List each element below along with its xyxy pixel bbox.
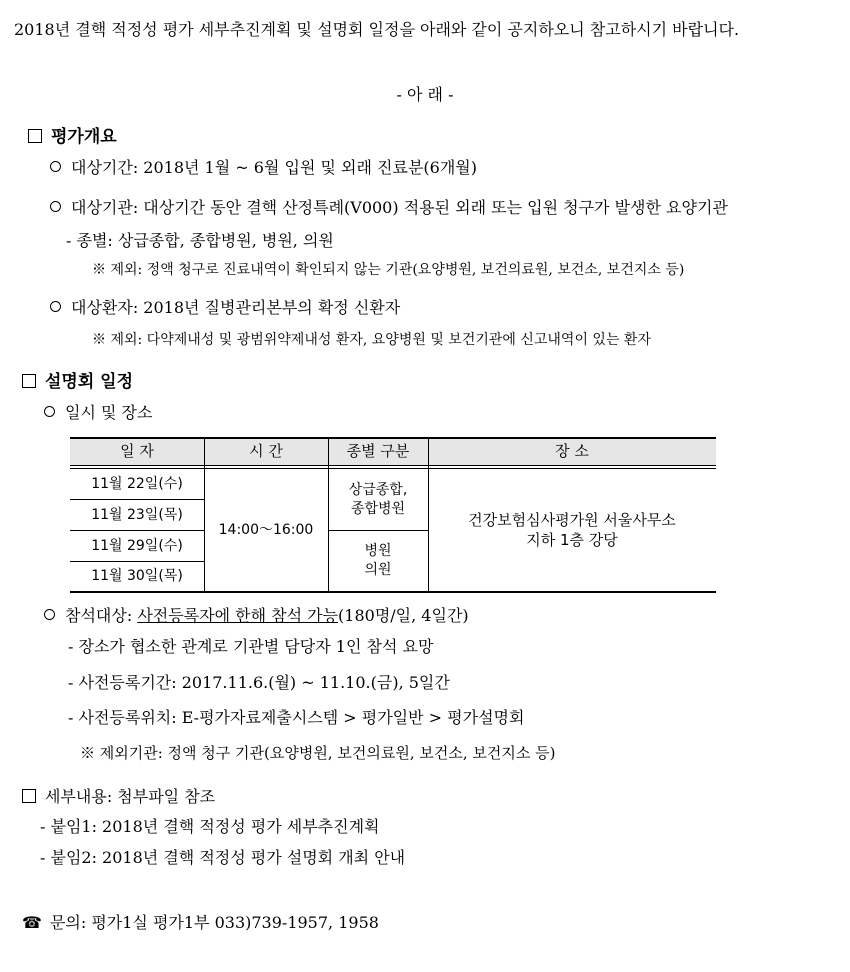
excluded-institutions: ※ 제외기관: 정액 청구 기관(요양병원, 보건의료원, 보건소, 보건지소 등) <box>80 744 556 762</box>
type-cell-line: 상급종합, <box>348 481 408 498</box>
institution-type: - 종별: 상급종합, 종합병원, 병원, 의원 <box>66 231 334 250</box>
section2-title: 설명회 일정 <box>45 372 134 392</box>
datetime-place <box>44 403 152 422</box>
place-cell <box>428 469 716 591</box>
institution-exclusion: ※ 제외: 정액 청구로 진료내역이 확인되지 않는 기관(요양병원, 보건의료원, 보건소, 보건지소 등) <box>92 262 685 278</box>
contact-text: 문의: 평가1실 평가1부 033)739-1957, 1958 <box>49 913 379 932</box>
section1-heading <box>28 127 117 147</box>
time-cell: 14:00～16:00 <box>218 521 314 538</box>
date-cell: 11월 30일(목) <box>91 568 183 585</box>
checkbox-square-icon <box>22 789 36 803</box>
target-patient <box>50 298 400 317</box>
datetime-place-text: 일시 및 장소 <box>65 403 153 422</box>
patient-exclusion: ※ 제외: 다약제내성 및 광범위약제내성 환자, 요양병원 및 보건기관에 신고내역이 있는 환자 <box>92 332 651 348</box>
circle-bullet-icon <box>44 406 55 417</box>
phone-icon: ☎ <box>22 913 42 932</box>
header-date: 일 자 <box>120 441 154 460</box>
header-type: 종별 구분 <box>346 441 410 460</box>
type-cell-general <box>328 469 428 530</box>
target-patient-text: 대상환자: 2018년 질병관리본부의 확정 신환자 <box>71 298 401 317</box>
circle-bullet-icon <box>44 609 55 620</box>
contact-line <box>22 913 379 932</box>
checkbox-square-icon <box>22 374 36 388</box>
table-bottom-border <box>70 591 716 593</box>
header-time: 시 간 <box>249 441 283 460</box>
attendee-underlined: 사전등록자에 한해 참석 가능 <box>137 606 339 625</box>
header-divider <box>70 465 716 466</box>
circle-bullet-icon <box>50 201 61 212</box>
bullet-location: - 사전등록위치: E-평가자료제출시스템 > 평가일반 > 평가설명회 <box>68 708 525 727</box>
below-heading: - 아 래 - <box>396 85 454 104</box>
section1-title: 평가개요 <box>51 127 117 147</box>
date-cell: 11월 22일(수) <box>91 475 183 492</box>
attachment-1: - 붙임1: 2018년 결핵 적정성 평가 세부추진계획 <box>40 817 380 836</box>
target-institution <box>50 198 728 217</box>
target-period-text: 대상기간: 2018년 1월 ~ 6월 입원 및 외래 진료분(6개월) <box>71 158 477 177</box>
schedule-table <box>70 437 716 592</box>
attendee-rest: (180명/일, 4일간) <box>338 606 469 625</box>
place-line: 지하 1층 강당 <box>526 531 618 549</box>
type-cell-line: 종합병원 <box>350 500 406 517</box>
header-place: 장 소 <box>555 441 589 460</box>
type-cell-clinic <box>328 531 428 591</box>
place-line: 건강보험심사평가원 서울사무소 <box>468 510 676 529</box>
attendee-label: 참석대상: <box>65 606 138 625</box>
type-cell-line: 병원 <box>364 543 392 560</box>
date-cell: 11월 23일(목) <box>91 506 183 523</box>
target-institution-text: 대상기관: 대상기간 동안 결핵 산정특례(V000) 적용된 외래 또는 입원 청구가 발생한 요양기관 <box>71 198 728 217</box>
attachment-2: - 붙임2: 2018년 결핵 적정성 평가 설명회 개최 안내 <box>40 848 406 867</box>
checkbox-square-icon <box>28 129 42 143</box>
circle-bullet-icon <box>50 301 61 312</box>
section2-heading <box>22 372 133 392</box>
circle-bullet-icon <box>50 161 61 172</box>
target-period <box>50 158 477 177</box>
date-cell: 11월 29일(수) <box>91 537 183 554</box>
type-cell-line: 의원 <box>364 562 392 578</box>
bullet-place: - 장소가 협소한 관계로 기관별 담당자 1인 참석 요망 <box>68 637 434 656</box>
section3-title: 세부내용: 첨부파일 참조 <box>45 787 216 806</box>
bullet-period: - 사전등록기간: 2017.11.6.(월) ~ 11.10.(금), 5일간 <box>68 673 450 692</box>
attendee-line <box>44 606 469 625</box>
section3-heading <box>22 787 215 806</box>
intro-text: 2018년 결핵 적정성 평가 세부추진계획 및 설명회 일정을 아래와 같이 공지하오니 참고하시기 바랍니다. <box>14 20 740 39</box>
